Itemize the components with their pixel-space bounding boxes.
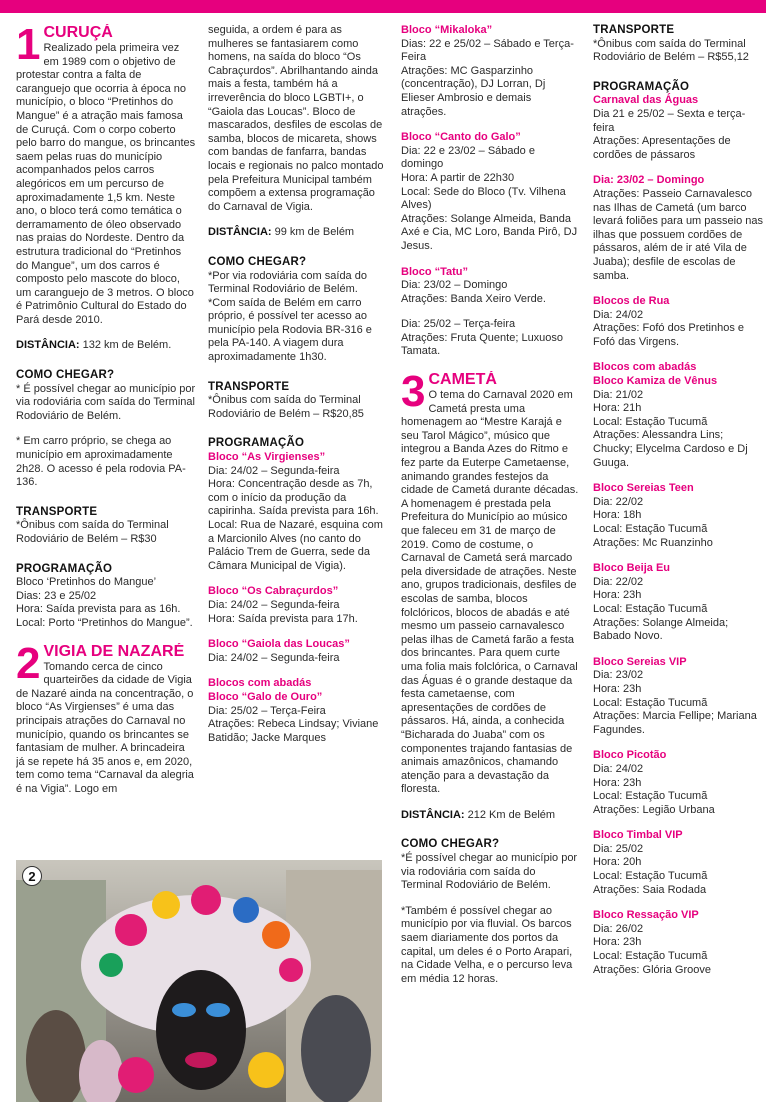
section-cameta (401, 371, 579, 797)
como-chegar-text: * Em carro próprio, se chega ao município em aproximadamente 2h28. O acesso é pela rodovia PA-136. (16, 435, 186, 489)
bloco-title: Bloco Timbal VIP (593, 829, 683, 842)
como-chegar-heading: COMO CHEGAR? (16, 369, 115, 382)
bloco-title: Dia: 23/02 – Domingo (593, 174, 705, 187)
section-vigia (16, 643, 196, 797)
transporte-heading: TRANSPORTE (593, 24, 675, 36)
bloco-line: Atrações: MC Gasparzinho (concentração), DJ Lorran, Dj Elieser Ambrosio e demais atrações. (401, 64, 546, 118)
bloco-title: Blocos de Rua (593, 295, 670, 308)
bloco-line: Atrações: Passeio Carnavalesco nas Ilhas de Cametá (um barco levará foliões para um passeio nas ilhas que possuem cordões de pássaros, além de ir até Vila de Juaba); desfile de escolas de samba. (593, 187, 763, 282)
bloco-line: Dia 21 e 25/02 – Sexta e terça-feira (593, 107, 746, 134)
bloco-line: Dia: 22/02 (593, 575, 644, 588)
bloco-line: Dia: 23/02 – Domingo (401, 279, 508, 292)
bloco-line: Hora: Concentração desde as 7h, com o início da produção da capirinha. Saída prevista para 16h. (208, 478, 379, 518)
bloco-line: Hora: 20h (593, 856, 642, 869)
bloco-line: Dia: 24/02 – Segunda-feira (208, 598, 340, 611)
bloco-title: Bloco “Gaiola das Loucas” (208, 638, 350, 651)
section-title: CURUÇÁ (43, 24, 113, 41)
bloco-line: Hora: 23h (593, 776, 642, 789)
bloco-title: Bloco “Os Cabraçurdos” (208, 585, 339, 598)
section-number: 3 (401, 371, 426, 417)
bloco-line: Dias: 22 e 25/02 – Sábado e Terça-Feira (401, 37, 574, 64)
bloco-line: Atrações: Solange Almeida, Banda Axé e Cia, MC Loro, Banda Pirô, DJ Jesus. (401, 212, 578, 252)
bloco-title: Bloco Beija Eu (593, 562, 671, 575)
como-chegar-text: * É possível chegar ao município por via rodoviária com saída do Terminal Rodoviário de Belém. (16, 382, 196, 422)
como-chegar-heading: COMO CHEGAR? (401, 838, 500, 851)
carnival-photo-illustration (16, 860, 382, 1102)
bloco-line: Atrações: Legião Urbana (593, 803, 715, 816)
bloco-line: Atrações: Rebeca Lindsay; Viviane Batidão; Jacke Marques (208, 718, 379, 744)
bloco-title: Bloco “As Virgienses” (208, 451, 326, 464)
bloco-title: Bloco “Tatu” (401, 265, 469, 278)
bloco-line: Hora: 23h (593, 682, 642, 695)
top-accent-bar (0, 0, 766, 13)
bloco-line: Local: Estação Tucumã (593, 870, 708, 883)
bloco-line: Dia: 25/02 – Terça-Feira (208, 704, 326, 717)
bloco-line: Dia: 25/02 – Terça-feira (401, 318, 516, 331)
section-title: VIGIA DE NAZARÉ (43, 642, 185, 660)
bloco-line: Atrações: Saia Rodada (593, 883, 707, 896)
como-chegar-text: *Por via rodoviária com saída do Terminal Rodoviário de Belém. (208, 269, 367, 296)
distance-line: DISTÂNCIA: 99 km de Belém (208, 226, 355, 239)
section-curuca (16, 24, 196, 327)
column-1 (16, 24, 196, 797)
vigia-body-continued: seguida, a ordem é para as mulheres se fantasiarem como homens, na saída do bloco “Os Cabraçurdos”. Abrilhantando ainda mais a festa, também há a irreverência do bloco LGBTI+, o “Gaiola das Loucas”. Bloco de mascarados, desfiles de escolas de samba, blocos de micareta, shows com bandas de fanfarra, bandas locais e regionais no palco montado pela Prefeitura Municipal também compõem a extensa programação do Carnaval de Vigia. (208, 24, 384, 213)
bloco-title: Blocos com abadás (593, 361, 697, 374)
bloco-line: Dia: 22/02 (593, 495, 644, 508)
section-body: Tomando cerca de cinco quarteirões da cidade de Vigia de Nazaré ainda na concentração, o bloco “As Virgienses” é uma das principais atrações do Carnaval no município, quando os brincantes se fantasiam de mulher. A brincadeira já se repete há 35 anos e, em 2020, tem como tema “Carnaval da alegria é na Vigia”. Logo em (16, 660, 194, 795)
bloco-line: Atrações: Glória Groove (593, 963, 711, 976)
como-chegar-text: *Com saída de Belém em carro próprio, é possível ter acesso ao município pela Rodovia BR-316 e pela PA-140. A viagem dura aproximadamente 1h30. (208, 296, 372, 364)
bloco-line: Local: Estação Tucumã (593, 523, 708, 535)
bloco-line: Hora: 18h (593, 509, 642, 522)
bloco-line: Hora: A partir de 22h30 (401, 171, 515, 184)
bloco-line: Hora: 23h (593, 589, 642, 602)
transporte-text: *Ônibus com saída do Terminal Rodoviário de Belém – R$55,12 (593, 37, 749, 64)
bloco-title: Blocos com abadás (208, 677, 312, 690)
bloco-line: Dia: 24/02 (593, 762, 644, 775)
column-2 (208, 24, 386, 745)
bloco-line: Local: Estação Tucumã (593, 415, 708, 428)
bloco-line: Atrações: Apresentações de cordões de pássaros (593, 135, 731, 161)
como-chegar-heading: COMO CHEGAR? (208, 255, 307, 268)
transporte-heading: TRANSPORTE (208, 380, 290, 393)
distance-line: DISTÂNCIA: 212 Km de Belém (401, 808, 556, 821)
bloco-line: Dia: 24/02 – Segunda-feira (208, 464, 340, 477)
bloco-title: Bloco “Canto do Galo” (401, 131, 521, 144)
bloco-title: Bloco “Galo de Ouro” (208, 690, 323, 703)
bloco-line: Atrações: Solange Almeida; Babado Novo. (593, 616, 729, 643)
bloco-line: Hora: 23h (593, 936, 642, 949)
bloco-title: Bloco Picotão (593, 749, 667, 762)
section-number: 2 (16, 642, 41, 688)
photo-number-badge: 2 (22, 866, 42, 886)
bloco-line: Dia: 26/02 (593, 922, 644, 935)
bloco-line: Atrações: Fruta Quente; Luxuoso Tamata. (401, 331, 564, 358)
bloco-title: Carnaval das Águas (593, 94, 699, 107)
bloco-line: Local: Estação Tucumã (593, 696, 708, 709)
bloco-line: Atrações: Alessandra Lins; Chucky; Elycelma Cardoso e Dj Guuga. (593, 429, 748, 469)
bloco-title: Bloco Kamiza de Vênus (593, 375, 718, 388)
section-number: 1 (16, 24, 41, 69)
bloco-line: Local: Estação Tucumã (593, 602, 708, 615)
bloco-line: Local: Rua de Nazaré, esquina com a Marcionilo Alves (no canto do Palácio Trem de Guerra, sede da Câmara Municipal de Vigia). (208, 519, 383, 572)
distance-line: DISTÂNCIA: 132 km de Belém. (16, 339, 172, 352)
bloco-line: Dia: 24/02 – Segunda-feira (208, 651, 340, 664)
programacao-heading: PROGRAMAÇÃO (593, 80, 690, 93)
bloco-line: Atrações: Banda Xeiro Verde. (401, 292, 546, 305)
como-chegar-text: *É possível chegar ao município por via rodoviária com saída do Terminal Rodoviário de Belém. (401, 852, 578, 892)
bloco-line: Dia: 21/02 (593, 388, 644, 401)
carnival-photo (16, 860, 382, 1102)
programacao-line: Dias: 23 e 25/02 (16, 589, 97, 602)
bloco-line: Hora: 21h (593, 402, 642, 415)
bloco-line: Dia: 22 e 23/02 – Sábado e domingo (401, 144, 535, 171)
bloco-line: Local: Estação Tucumã (593, 950, 708, 963)
bloco-line: Local: Estação Tucumã (593, 790, 708, 803)
bloco-title: Bloco Sereias VIP (593, 655, 687, 668)
programacao-line: Hora: Saída prevista para as 16h. (16, 603, 181, 616)
column-3 (401, 24, 579, 986)
bloco-line: Hora: Saída prevista para 17h. (208, 612, 358, 625)
programacao-line: Bloco ‘Pretinhos do Mangue’ (16, 576, 157, 589)
bloco-title: Bloco Ressação VIP (593, 909, 699, 922)
bloco-line: Local: Sede do Bloco (Tv. Vilhena Alves) (401, 185, 566, 212)
bloco-title: Bloco “Mikaloka” (401, 24, 493, 36)
bloco-line: Dia: 23/02 (593, 669, 644, 682)
transporte-text: *Ônibus com saída do Terminal Rodoviário de Belém – R$30 (16, 519, 169, 545)
programacao-line: Local: Porto “Pretinhos do Mangue”. (16, 616, 193, 629)
bloco-line: Atrações: Mc Ruanzinho (593, 536, 713, 549)
section-body: O tema do Carnaval 2020 em Cametá presta uma homenagem ao “Mestre Karajá e seu Tarol Mágico”, músico que integrou a Banda Azes do Ritmo e fez parte da Euterpe Cametaense, animando grandes festejos da cidade de Cametá durante décadas. A homenagem é prestada pela Prefeitura do Município ao músico que faleceu em 31 de março de 2019. Como de costume, o Carnaval de Cametá será marcado pela diversidade de atrações. Neste ano, grupos tradicionais, desfiles de escolas de samba, blocos folclóricos, blocos de abadás e até mesmo um passeio carnavalesco pelas ilhas de Cametá farão a festa dos brincantes. Para quem curte uma folia mais folclórica, o Carnaval das Águas é o grande destaque da festa cametaense, com apresentações de cordões de pássaros. Há, ainda, a conhecida “Bicharada do Juaba” com os componentes trajando fantasias de animais amazônicos, chamando atenção para a devastação da floresta. (401, 389, 579, 796)
section-title: CAMETÁ (428, 371, 497, 389)
section-body: Realizado pela primeira vez em 1989 com o objetivo de protestar contra a falta de caranguejo que ocorria à época no município, o bloco “Pretinhos do Mangue” é a atração mais famosa de Curuçá. Com o corpo coberto pelo barro do mangue, os brincantes saem pelas ruas do município acompanhados pelos carros alegóricos em um percurso de aproximadamente 1,5 km. Neste ano, o bloco terá como temática o derramamento de óleo observado nas praias do Nordeste. Dentro da estrutura tradicional do “Pretinhos do Mangue”, um dos carros é composto pelo mascote do bloco, um caranguejo de 3 metros. O bloco é Patrimônio Cultural do Estado do Pará desde 2010. (16, 42, 196, 326)
programacao-heading: PROGRAMAÇÃO (208, 437, 305, 450)
bloco-line: Atrações: Marcia Fellipe; Mariana Fagundes. (593, 710, 757, 736)
programacao-heading: PROGRAMAÇÃO (16, 562, 113, 575)
transporte-heading: TRANSPORTE (16, 505, 98, 518)
como-chegar-text: *Também é possível chegar ao município por via fluvial. Os barcos saem diariamente dos portos da capital, um deles é o Porto Arapari, na Cidade Velha, e o percurso leva em média 12 horas. (401, 904, 573, 985)
transporte-text: *Ônibus com saída do Terminal Rodoviário de Belém – R$20,85 (208, 394, 364, 420)
column-4 (593, 24, 763, 977)
bloco-line: Atrações: Fofó dos Pretinhos e Fofó das Virgens. (593, 322, 745, 348)
bloco-line: Dia: 24/02 (593, 308, 644, 321)
bloco-title: Bloco Sereias Teen (593, 482, 694, 495)
bloco-line: Dia: 25/02 (593, 842, 644, 855)
